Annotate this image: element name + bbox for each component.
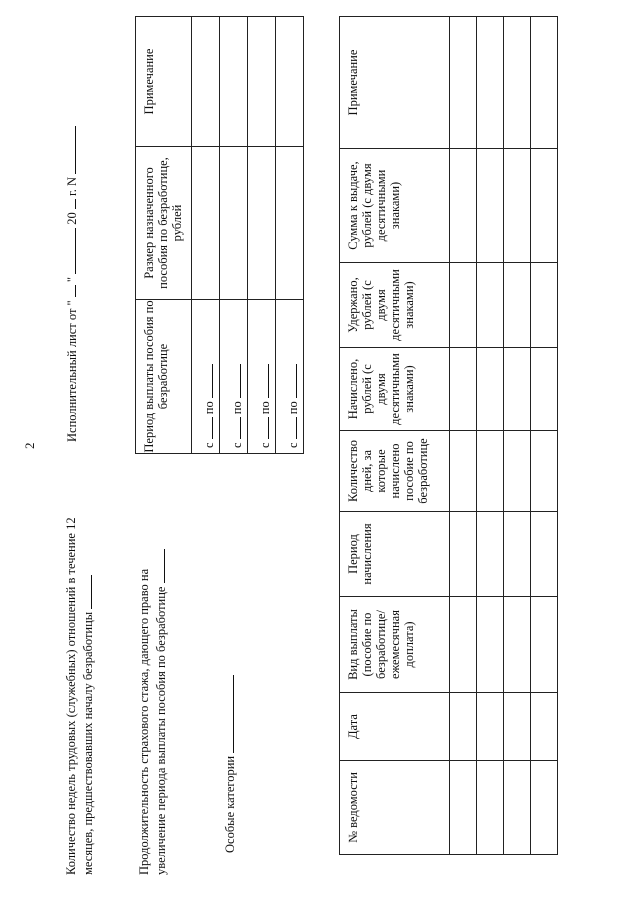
amount-cell	[220, 147, 248, 300]
header-accrual-period: Период начисления	[340, 512, 450, 597]
table-row	[504, 17, 531, 855]
header-withheld: Удержано, рублей (с двумя десятичными знаками)	[340, 263, 450, 348]
writ-number-blank	[64, 126, 76, 174]
weeks-line-1: Количество недель трудовых (служебных) отношений в течение 12	[64, 517, 78, 875]
period-cell: с по	[248, 300, 276, 454]
header-statement-number: № ведомости	[340, 761, 450, 855]
note-cell	[192, 17, 220, 147]
writ-year-blank	[64, 199, 76, 209]
insurance-line-2: увеличение периода выплаты пособия по безработице	[153, 549, 169, 875]
special-categories: Особые категории	[222, 675, 238, 853]
accrual-table	[339, 16, 558, 855]
table-row	[220, 17, 248, 454]
header-payment-period: Период выплаты пособия по безработице	[136, 300, 192, 454]
weeks-blank	[80, 575, 92, 609]
payment-period-table	[135, 16, 304, 454]
header-benefit-amount: Размер назначенного пособия по безработице, рублей	[136, 147, 192, 300]
table-row	[276, 17, 304, 454]
insurance-line-1: Продолжительность страхового стажа, дающего право на	[137, 568, 151, 875]
table-row	[531, 17, 558, 855]
period-cell: с по	[192, 300, 220, 454]
special-categories-blank	[222, 675, 234, 753]
accrual-header	[340, 17, 450, 855]
header-note: Примечание	[340, 17, 450, 149]
writ-day-blank	[64, 285, 76, 297]
header-date: Дата	[340, 693, 450, 761]
payment-period-header	[136, 17, 192, 454]
header-accrued: Начислено, рублей (с двумя десятичными знаками)	[340, 348, 450, 431]
writ-month-blank	[64, 228, 76, 274]
note-cell	[276, 17, 304, 147]
table-row	[477, 17, 504, 855]
amount-cell	[192, 147, 220, 300]
header-payment-type: Вид выплаты (пособие по безработице/ ежемесячная доплата)	[340, 597, 450, 693]
period-cell: с по	[220, 300, 248, 454]
note-cell	[248, 17, 276, 147]
header-note: Примечание	[136, 17, 192, 147]
weeks-line-2: месяцев, предшествовавших началу безработицы	[80, 575, 96, 875]
note-cell	[220, 17, 248, 147]
table-row	[450, 17, 477, 855]
amount-cell	[276, 147, 304, 300]
table-row	[248, 17, 276, 454]
writ-line: Исполнительный лист от " " 20 г. N	[64, 126, 80, 442]
period-cell: с по	[276, 300, 304, 454]
header-days-count: Количество дней, за которые начислено пособие по безработице	[340, 431, 450, 512]
header-amount-to-pay: Сумма к выдаче, рублей (с двумя десятичными знаками)	[340, 149, 450, 263]
page-number: 2	[22, 442, 37, 449]
amount-cell	[248, 147, 276, 300]
table-row	[192, 17, 220, 454]
insurance-blank	[153, 549, 165, 583]
